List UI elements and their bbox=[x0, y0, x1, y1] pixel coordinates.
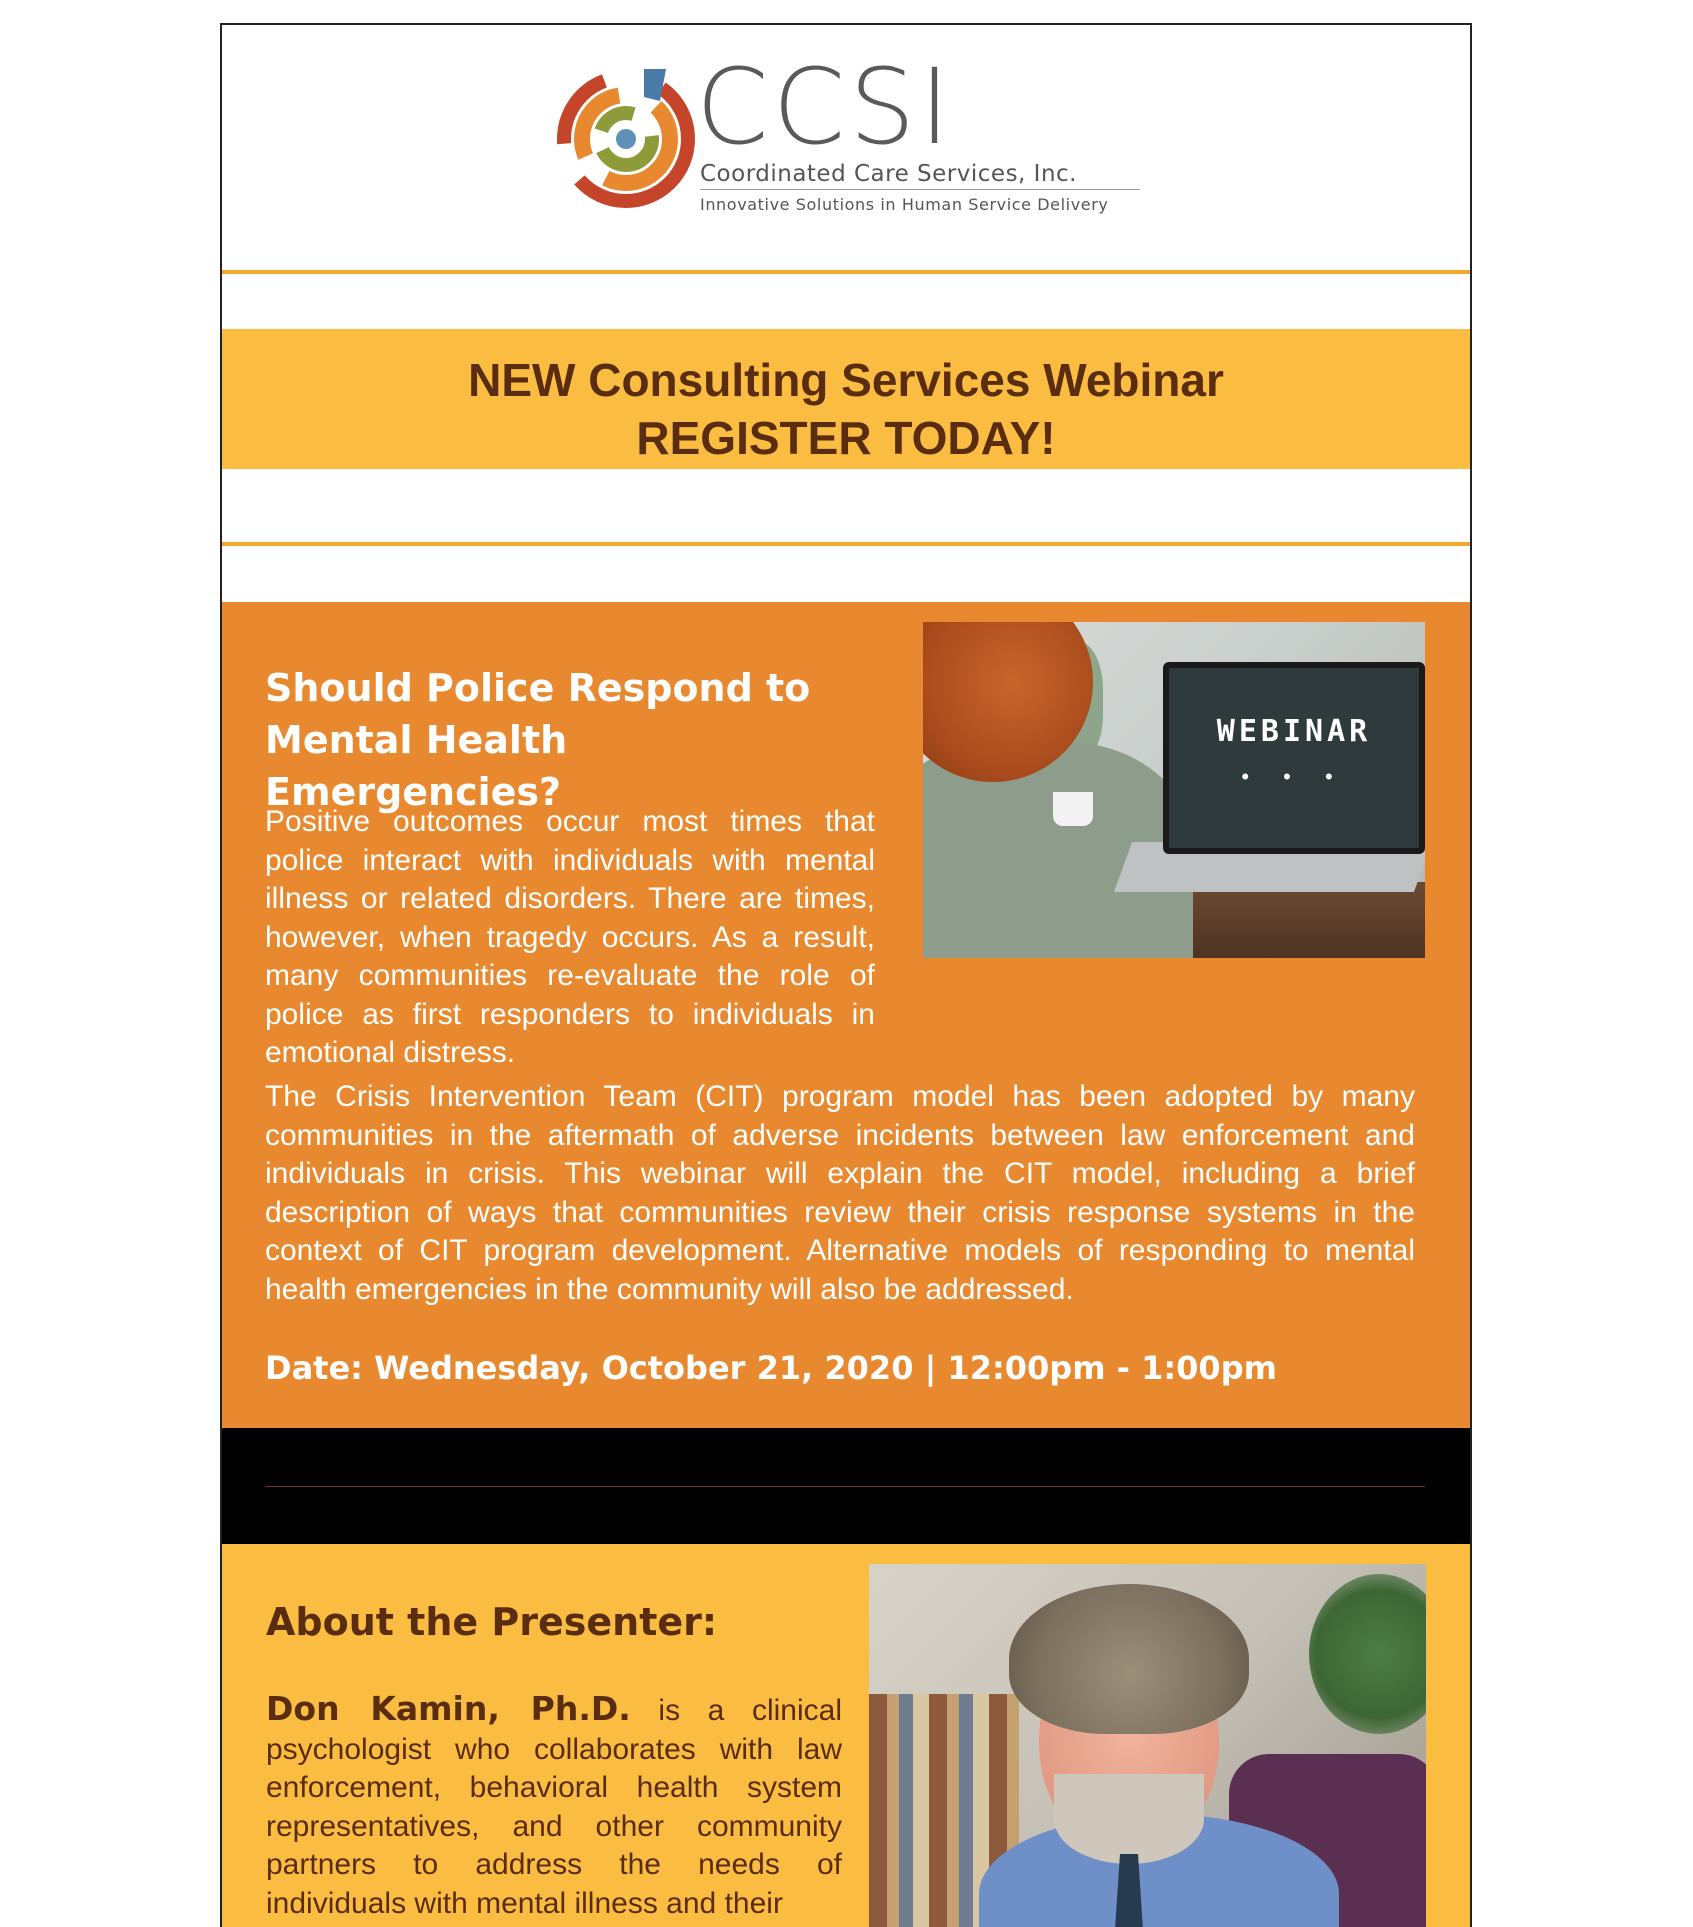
hero-line-1: NEW Consulting Services Webinar bbox=[468, 354, 1224, 406]
presenter-section bbox=[222, 1544, 1470, 1927]
webinar-heading bbox=[265, 662, 865, 818]
presenter-name: Don Kamin, Ph.D. bbox=[266, 1689, 631, 1728]
logo-company-name: Coordinated Care Services, Inc. bbox=[700, 161, 1077, 187]
webinar-heading-line-1: Should Police Respond to bbox=[265, 666, 811, 710]
webinar-section bbox=[222, 602, 1470, 1428]
ccsi-logo bbox=[556, 43, 1156, 223]
ccsi-logo-mark-icon bbox=[556, 61, 696, 211]
black-band-rule bbox=[265, 1486, 1425, 1487]
logo-divider bbox=[700, 189, 1140, 190]
divider-top bbox=[222, 270, 1470, 274]
black-separator-band bbox=[222, 1428, 1470, 1544]
webinar-heading-line-2: Mental Health Emergencies? bbox=[265, 718, 568, 814]
divider-bottom bbox=[222, 542, 1470, 546]
laptop-screen bbox=[1163, 662, 1425, 854]
presenter-bio bbox=[266, 1690, 842, 1923]
webinar-date: Date: Wednesday, October 21, 2020 | 12:00pm - 1:00pm bbox=[265, 1349, 1277, 1387]
presenter-heading: About the Presenter: bbox=[266, 1600, 718, 1644]
webinar-paragraph-2: The Crisis Intervention Team (CIT) program model has been adopted by many communities in the aftermath of adverse incidents between law enforcement and individuals in crisis. This webinar will explain the CIT model, including a brief description of ways that communities review their crisis response systems in the context of CIT program development. Alternative models of responding to mental health emergencies in the community will also be addressed. bbox=[265, 1080, 1415, 1306]
screen-webinar-text: WEBINAR bbox=[1216, 714, 1372, 749]
cup-icon bbox=[1053, 792, 1093, 826]
hero-line-2: REGISTER TODAY! bbox=[636, 412, 1056, 464]
screen-dots: • • • bbox=[1241, 764, 1347, 789]
logo-wordmark: CCSI bbox=[696, 46, 954, 168]
beard-shape bbox=[1054, 1774, 1204, 1864]
presenter-bio-text: is a clinical psychologist who collaborates with law enforcement, behavioral health system representatives, and other community partners to address the needs of individuals with mental illness and their bbox=[266, 1694, 842, 1920]
hero-title bbox=[222, 351, 1470, 467]
presenter-photo bbox=[869, 1564, 1426, 1927]
webinar-flyer bbox=[220, 23, 1472, 1927]
hero-banner bbox=[222, 329, 1470, 469]
logo-tagline: Innovative Solutions in Human Service Delivery bbox=[700, 195, 1109, 214]
plant-shape-2 bbox=[1309, 1574, 1426, 1734]
hair-shape bbox=[1009, 1584, 1249, 1734]
webinar-photo bbox=[923, 622, 1425, 958]
webinar-paragraph-1: Positive outcomes occur most times that police interact with individuals with mental illness or related disorders. There are times, however, when tragedy occurs. As a result, many communities re-evaluate the role of police as first responders to individuals in emotional distress. bbox=[265, 805, 875, 1069]
